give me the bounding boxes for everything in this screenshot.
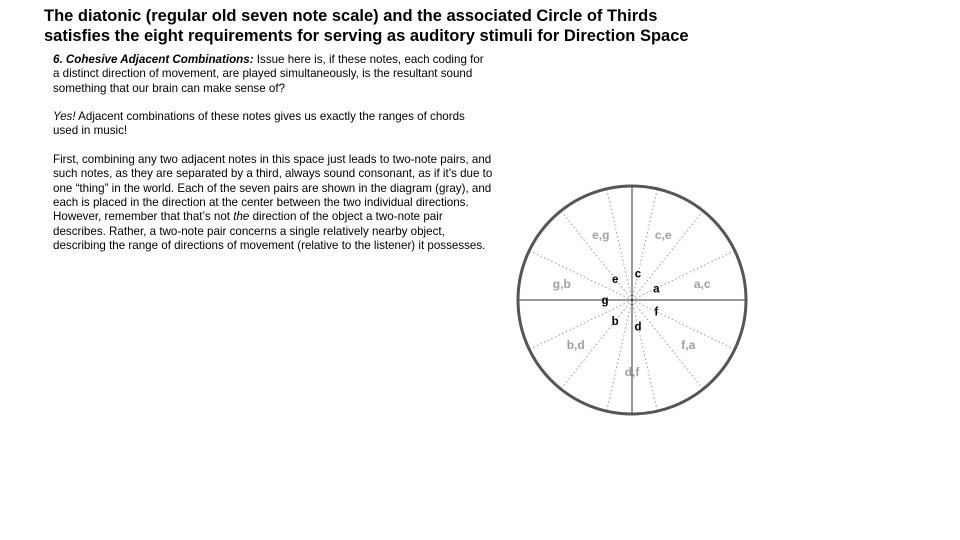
paragraph-yes bbox=[53, 110, 493, 139]
body-text bbox=[53, 53, 493, 267]
pair-label: g,b bbox=[552, 276, 571, 291]
note-label: f bbox=[654, 306, 659, 319]
title-line-1: The diatonic (regular old seven note scale) and the associated Circle of Thirds bbox=[44, 7, 658, 25]
note-label: e bbox=[611, 273, 619, 286]
paragraph-3-part-1: First, combining any two adjacent notes in this space just leads to two-note pairs, and such notes, as they are separated by a third, always sound consonant, as if it’s due to one “thing” in the world. Each of the seven pairs are shown in the diagram (gray), and each is placed in the direction at the center between the two individual directions. However, remember that that’s not bbox=[53, 153, 493, 224]
title-line-2: satisfies the eight requirements for serving as auditory stimuli for Direction Space bbox=[44, 27, 689, 45]
dotted-ray bbox=[632, 211, 703, 300]
note-label: a bbox=[653, 283, 660, 296]
pair-label: a,c bbox=[693, 276, 711, 291]
slide-title bbox=[44, 6, 924, 46]
dotted-ray bbox=[561, 211, 632, 300]
note-label: g bbox=[601, 295, 609, 307]
pair-label: c,e bbox=[654, 228, 672, 243]
dotted-ray bbox=[632, 251, 735, 300]
paragraph-cohesive-combinations bbox=[53, 53, 493, 96]
paragraph-2-body: Adjacent combinations of these notes gives us exactly the ranges of chords used in music! bbox=[53, 110, 465, 138]
paragraph-3-part-2: direction of the object a two-note pair describes. Rather, a two-note pair concerns a single relatively nearby object, describing the range of directions of movement (relative to the listener) it possesses. bbox=[53, 210, 486, 252]
pair-label: b,d bbox=[566, 337, 585, 352]
pair-label: d,f bbox=[624, 365, 640, 379]
section-heading: 6. Cohesive Adjacent Combinations: bbox=[53, 53, 254, 66]
pair-label: f,a bbox=[681, 337, 696, 352]
the-emphasis: the bbox=[233, 210, 250, 224]
note-label: d bbox=[634, 321, 642, 334]
note-label: c bbox=[634, 268, 642, 281]
pair-label: e,g bbox=[592, 228, 610, 243]
paragraph-1-body: Issue here is, if these notes, each coding for a distinct direction of movement, are played simultaneously, is the resultant sound something that our brain can make sense of? bbox=[53, 53, 484, 95]
yes-emphasis: Yes! bbox=[53, 110, 76, 124]
paragraph-two-note-pairs bbox=[53, 153, 493, 253]
circle-of-thirds-diagram bbox=[510, 180, 755, 425]
note-label: b bbox=[611, 316, 619, 329]
